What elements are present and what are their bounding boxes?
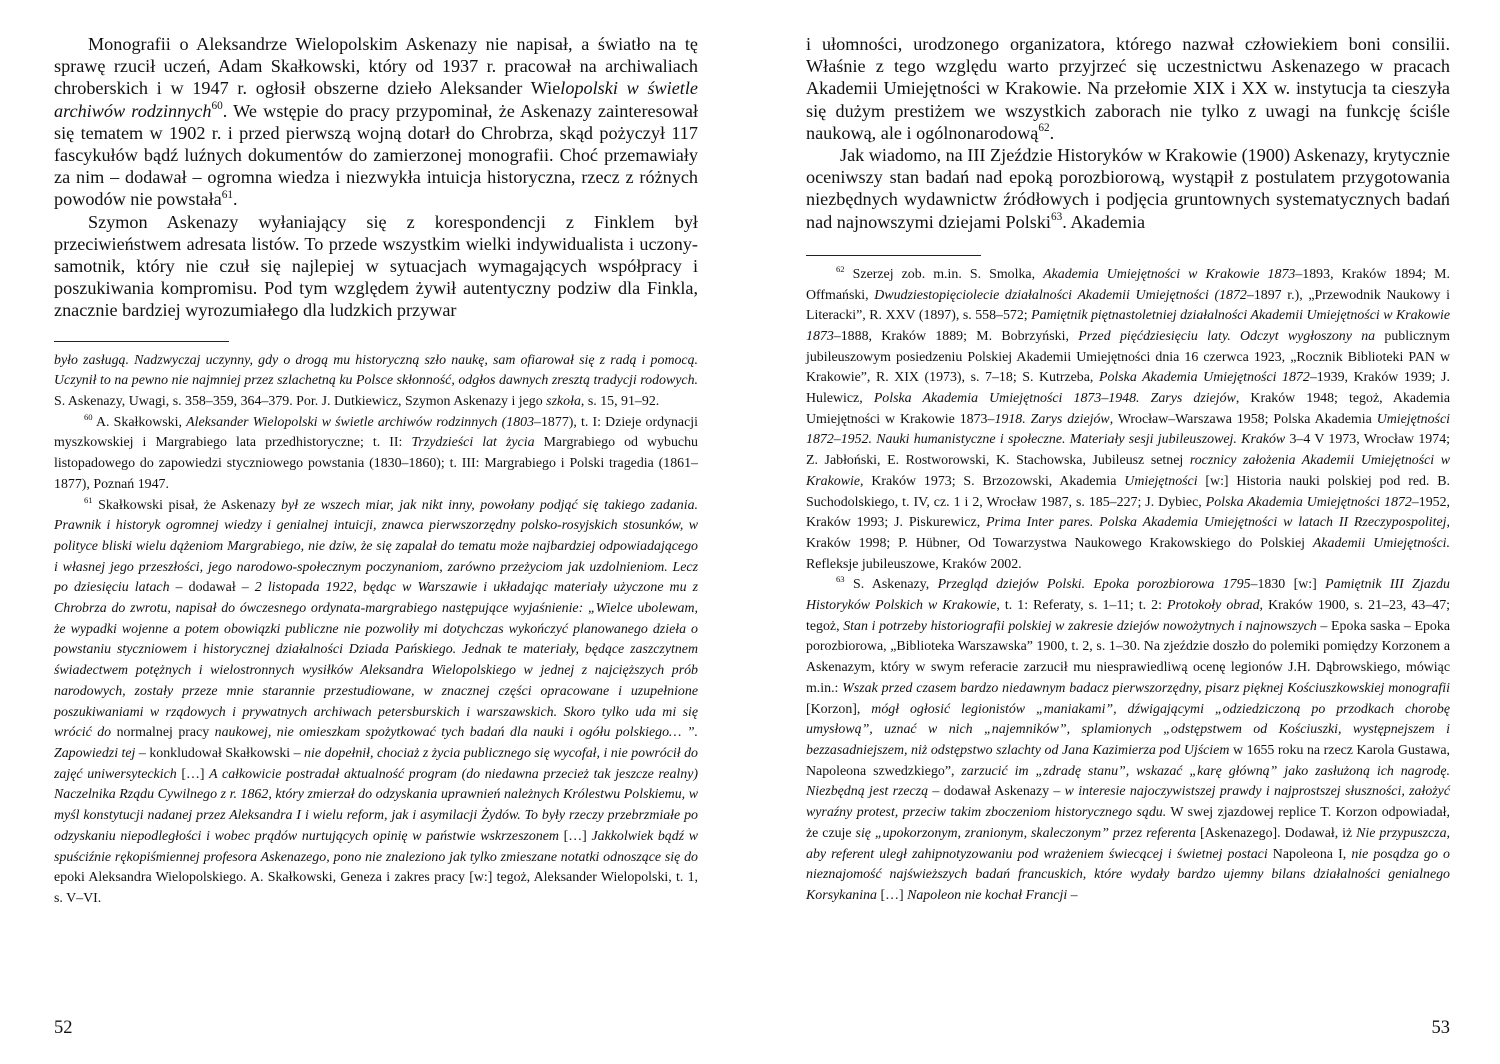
- left-body-text: [54, 33, 698, 322]
- right-paragraph-2: Jak wiadomo, na III Zjeździe Historyków w Krakowie (1900) Askenazy, krytycznie oceniwszy stan badań nad epoką porozbiorową, wystąpił z postulatem przygotowania niezbędnych wydawnictw źródłowych i podjęcia gruntownych systematycznych badań nad najnowszymi dziejami Polski$^{63}$. Akademia: [806, 145, 1450, 232]
- footnote-divider: [54, 341, 229, 342]
- right-column: [806, 33, 1450, 907]
- left-paragraph-2: Szymon Askenazy wyłaniający się z korespondencji z Finklem był przeciwieństwem adresata listów. To przede wszystkim wielki indywidualista i uczony-samotnik, który nie czuł się najlepiej w sytuacjach wymagających współpracy i poszukiwania kompromisu. Pod tym względem żywił autentyczny podziw dla Finkla, znacznie bardziej wyrozumiałego dla ludzkich przywar: [54, 211, 698, 321]
- left-paragraph-1: Monografii o Aleksandrze Wielopolskim Askenazy nie napisał, a światło na tę sprawę rzucił uczeń, Adam Skałkowski, który od 1937 r. pracował na archiwaliach chroberskich i w 1947 r. ogłosił obszerne dzieło Aleksander Wielopolski w świetle archiwów rodzinnych$^{60}$. We wstępie do pracy przypominał, że Askenazy zainteresował się tematem w 1902 r. i przed pierwszą wojną dotarł do Chrobrza, skąd pożyczył 117 fascykułów bądź luźnych dokumentów do zamierzonej monografii. Choć przemawiały za nim – dodawał – ogromna wiedza i niezwykła intuicja historyczna, rzecz z różnych powodów nie powstała$^{61}$.: [54, 34, 698, 210]
- footnote-ref-63: 63: [1051, 211, 1063, 223]
- footnote-continued: było zasługą. Nadzwyczaj uczynny, gdy o drogą mu historyczną szło naukę, sam ofiarował się z radą i pomocą. Uczynił to na pewno nie najmniej przez szlachetną ku Polsce skłonność, odgłos dawnych zresztą tradycji rodowych. S. Askenazy, Uwagi, s. 358–359, 364–379. Por. J. Dutkiewicz, Szymon Askenazy i jego szkoła, s. 15, 91–92.: [54, 352, 698, 410]
- footnote-divider: [806, 255, 981, 256]
- footnote-61: $^{61}$ Skałkowski pisał, że Askenazy był ze wszech miar, jak nikt inny, powołany podjąć się takiego zadania. Prawnik i historyk ogromnej wiedzy i genialnej intuicji, znawca pierwszorzędny polsko-rosyjskich stosunków, w polityce bliski wielu dążeniom Margrabiego, nie dziw, że się zapalał do tematu może najbardziej odpowiadającego i własnej jego przeszłości, jego narodowo-społecznym poczynaniom, zarówno przeżyciom jak uzdolnieniom. Lecz po dziesięciu latach – dodawał – 2 listopada 1922, będąc w Warszawie i układając materiały użyczone mu z Chrobrza do zwrotu, napisał do ówczesnego ordynata-margrabiego następujące wyjaśnienie: „Wielce ubolewam, że wypadki wojenne a potem obowiązki publiczne nie pozwoliły mi dotychczas wykończyć planowanego dzieła o powstaniu styczniowem i historycznej działalności Dziada Pańskiego. Jednak te materiały, będące zaszczytnem świadectwem potężnych i wielostronnych wysiłków Aleksandra Wielopolskiego w jednej z najcięższych prób narodowych, zostały przeze mnie starannie przestudiowane, w znacznej części opracowane i uzupełnione poszukiwaniami w rządowych i prywatnych archiwach petersburskich i warszawskich. Skoro tylko uda mi się wrócić do normalnej pracy naukowej, nie omieszkam spożytkować tych badań dla nauki i ogółu polskiego… ”. Zapowiedzi tej – konkludował Skałkowski – nie dopełnił, chociaż z życia publicznego się wycofał, i nie powrócił do zajęć uniwersyteckich […] A całkowicie postradał aktualność program (do niedawna przecież tak jeszcze realny) Naczelnika Rządu Cywilnego z r. 1862, który zmierzał do odzyskania uprawnień należnych Królestwu Polskiemu, w myśl konstytucji nadanej przez Aleksandra I i wielu reform, jak i asymilacji Żydów. To były rzeczy przebrzmiałe po odzyskaniu niepodległości i wobec prądów nurtujących opinię w państwie wskrzeszonem […] Jakkolwiek bądź w spuściźnie rękopiśmiennej profesora Askenazego, pono nie znaleziono jak tylko zmieszane notatki odnoszące się do epoki Aleksandra Wielopolskiego. A. Skałkowski, Geneza i zakres pracy [w:] tegoż, Aleksander Wielopolski, t. 1, s. V–VI.: [54, 494, 699, 906]
- right-footnotes: [806, 265, 1450, 907]
- left-footnotes: [54, 351, 698, 910]
- right-paragraph-1: i ułomności, urodzonego organizatora, którego nazwał człowiekiem boni consilii. Właśnie z tego względu warto przyjrzeć się uczestnictwu Askenazego w pracach Akademii Umiejętności w Krakowie. Na przełomie XIX i XX w. instytucja ta cieszyła się dużym prestiżem we wszystkich zaborach nie tylko z uwagi na funkcję ściśle naukową, ale i ogólnonarodową$^{62}$.: [806, 34, 1450, 143]
- left-column: [54, 33, 698, 910]
- right-page: [750, 0, 1500, 1064]
- footnote-60: $^{60}$ A. Skałkowski, Aleksander Wielopolski w świetle archiwów rodzinnych (1803–1877), t. I: Dzieje ordynacji myszkowskiej i Margrabiego lata przedhistoryczne; t. II: Trzydzieści lat życia Margrabiego od wybuchu listopadowego do zapowiedzi styczniowego powstania (1830–1860); t. III: Margrabiego i Polski tragedia (1861–1877), Poznań 1947.: [54, 411, 698, 492]
- footnote-ref-62: 62: [1038, 122, 1050, 135]
- footnote-ref-61: 61: [221, 188, 233, 201]
- right-body-text: [806, 33, 1450, 233]
- footnote-62: $^{62}$ Szerzej zob. m.in. S. Smolka, Akademia Umiejętności w Krakowie 1873–1893, Kraków 1894; M. Offmański, Dwudziestopięciolecie działalności Akademii Umiejętności (1872–1897 r.), „Przewodnik Naukowy i Literacki”, R. XXV (1897), s. 558–572; Pamiętnik piętnastoletniej działalności Akademii Umiejętności w Krakowie 1873–1888, Kraków 1889; M. Bobrzyński, Przed pięćdziesięciu laty. Odczyt wygłoszony na publicznym jubileuszowym posiedzeniu Polskiej Akademii Umiejętności dnia 16 czerwca 1923, „Rocznik Biblioteki PAN w Krakowie”, R. XIX (1973), s. 7–18; S. Kutrzeba, Polska Akademia Umiejętności 1872–1939, Kraków 1939; J. Hulewicz, Polska Akademia Umiejętności 1873–1948. Zarys dziejów, Kraków 1948; tegoż, Akademia Umiejętności w Krakowie 1873–1918. Zarys dziejów, Wrocław–Warszawa 1958; Polska Akademia Umiejętności 1872–1952. Nauki humanistyczne i społeczne. Materiały sesji jubileuszowej. Kraków 3–4 V 1973, Wrocław 1974; Z. Jabłoński, E. Rostworowski, K. Stachowska, Jubileusz setnej rocznicy założenia Akademii Umiejętności w Krakowie, Kraków 1973; S. Brzozowski, Akademia Umiejętności [w:] Historia nauki polskiej pod red. B. Suchodolskiego, t. IV, cz. 1 i 2, Wrocław 1987, s. 185–227; J. Dybiec, Polska Akademia Umiejętności 1872–1952, Kraków 1993; J. Piskurewicz, Prima Inter pares. Polska Akademia Umiejętności w latach II Rzeczypospolitej, Kraków 1998; P. Hübner, Od Towarzystwa Naukowego Krakowskiego do Polskiej Akademii Umiejętności. Refleksje jubileuszowe, Kraków 2002.: [806, 263, 1451, 572]
- page-number-right: 53: [1431, 1018, 1450, 1038]
- footnote-ref-60: 60: [211, 99, 223, 112]
- page-number-left: 52: [54, 1018, 73, 1038]
- footnote-63: $^{63}$ S. Askenazy, Przegląd dziejów Polski. Epoka porozbiorowa 1795–1830 [w:] Pamiętnik III Zjazdu Historyków Polskich w Krakowie, t. 1: Referaty, s. 1–11; t. 2: Protokoły obrad, Kraków 1900, s. 21–23, 43–47; tegoż, Stan i potrzeby historiografii polskiej w zakresie dziejów nowożytnych i najnowszych – Epoka saska – Epoka porozbiorowa, „Biblioteka Warszawska” 1900, t. 2, s. 1–30. Na zjeździe doszło do polemiki pomiędzy Korzonem a Askenazym, który w swym referacie zarzucił mu niesprawiedliwą ocenę legionów J.H. Dąbrowskiego, mówiąc m.in.: Wszak przed czasem bardzo niedawnym badacz pierwszorzędny, pisarz pięknej Kościuszkowskiej monografii [Korzon], mógł ogłosić legionistów „maniakami”, dźwigającymi „odziedziczoną po przodkach chorobę umysłową”, uznać w nich „najemników”, splamionych „odstępstwem od Kościuszki, występnejszem i bezzasadniejszem, niż odstępstwo szlachty od Jana Kazimierza pod Ujściem w 1655 roku na rzecz Karola Gustawa, Napoleona szwedzkiego”, zarzucić im „zdradę stanu”, wskazać „karę główną” jako zasłużoną ich nagrodę. Niezbędną jest rzeczą – dodawał Askenazy – w interesie najoczywistszej prawdy i najprostszej słuszności, założyć wyraźny protest, przeciw takim zboczeniom historycznego sądu. W swej zjazdowej replice T. Korzon odpowiadał, że czuje się „upokorzonym, zranionym, skaleczonym” przez referenta [Askenazego]. Dodawał, iż Nie przypuszcza, aby referent uległ zahipnotyzowaniu pod wrażeniem świecącej i świetnej postaci Napoleona I, nie posądza go o nieznajomość najświeższych badań francuskich, które wydały bardzo ujemny bilans działalności genialnego Korsykanina […] Napoleon nie kochał Francji –: [806, 574, 1451, 903]
